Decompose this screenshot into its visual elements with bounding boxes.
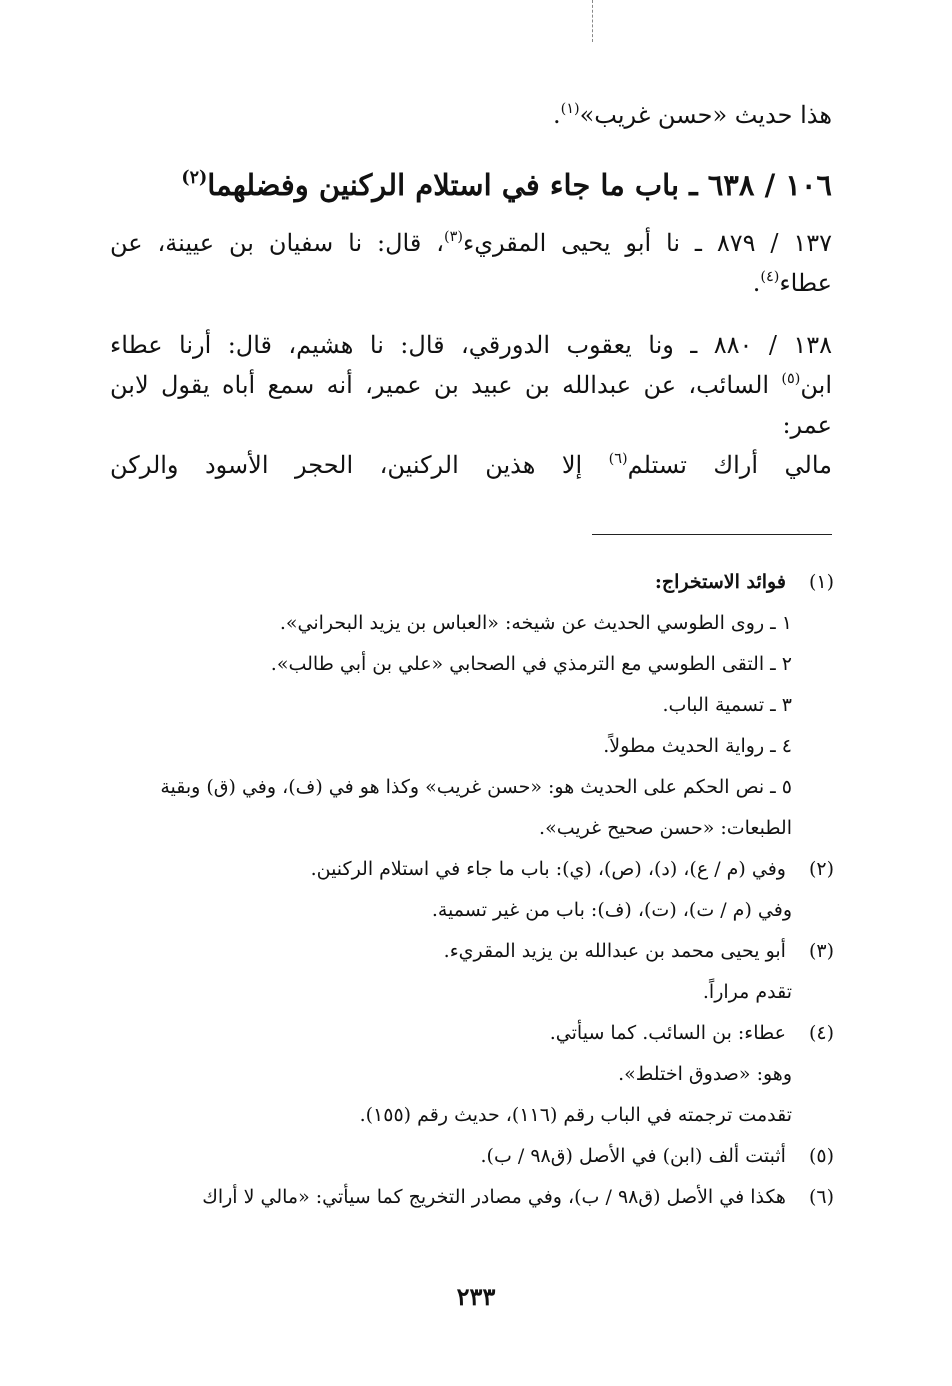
footnote-1-title: فوائد الاستخراج:	[654, 571, 786, 593]
hadith-138-line-3-b: إلا هذين الركنين، الحجر الأسود والركن	[110, 451, 609, 479]
footnote-6-number: (٦)	[808, 1186, 834, 1208]
footnote-1-item-4: ٤ ـ رواية الحديث مطولاً.	[603, 735, 792, 757]
main-line-1-text: هذا حديث «حسن غريب»	[579, 101, 832, 129]
footnote-4-line-2: وهو: «صدوق اختلط».	[618, 1063, 792, 1085]
footnotes	[110, 562, 834, 1218]
footnote-6-text-1: هكذا في الأصل (ق٩٨ / ب)، وفي مصادر التخريج كما سيأتي: «مالي لا أراك	[202, 1186, 786, 1208]
main-line-1-end: .	[552, 101, 561, 129]
footnote-1-item-5-line-1: ٥ ـ نص الحكم على الحديث هو: «حسن غريب» وكذا هو في (ف)، وفي (ق) وبقية	[160, 776, 792, 798]
footnote-1-item-2: ٢ ـ التقى الطوسي مع الترمذي في الصحابي «علي بن أبي طالب».	[270, 653, 792, 675]
chapter-heading-text: ١٠٦ / ٦٣٨ ـ باب ما جاء في استلام الركنين وفضلهما	[207, 168, 832, 202]
hadith-138-line-2-b: السائب، عن عبدالله بن عبيد بن عمير، أنه سمع أباه يقول لابن عمر:	[110, 371, 832, 439]
footnote-2-number: (٢)	[808, 858, 834, 880]
footnote-2-line-1	[110, 849, 834, 890]
footnote-1-item-3: ٣ ـ تسمية الباب.	[662, 694, 792, 716]
hadith-138-line-2-a: ابن	[800, 371, 832, 399]
footnote-5-number: (٥)	[808, 1145, 834, 1167]
footnote-ref-4: (٤)	[760, 268, 780, 285]
main-text	[110, 95, 832, 485]
footnote-ref-2: (٢)	[181, 167, 208, 188]
footnote-3-number: (٣)	[808, 940, 834, 962]
footnote-5-line-1	[110, 1136, 834, 1177]
page-number: ٢٣٣	[456, 1282, 496, 1311]
hadith-137	[110, 223, 832, 303]
footnote-4-line-1	[110, 1013, 834, 1054]
hadith-138-line-1-text: ١٣٨ / ٨٨٠ ـ ونا يعقوب الدورقي، قال: نا هشيم، قال: أرنا عطاء	[110, 331, 833, 359]
hadith-137-line-1-a: ١٣٧ / ٨٧٩ ـ نا أبو يحيى المقريء	[462, 229, 833, 257]
footnote-3-line-2: تقدم مراراً.	[702, 981, 792, 1003]
footnote-ref-6: (٦)	[608, 450, 628, 467]
footnote-2-text-1: وفي (م / ع)، (د)، (ص)، (ي): باب ما جاء في استلام الركنين.	[310, 858, 786, 880]
hadith-137-line-2-text: عطاء	[779, 269, 832, 297]
footnote-4-number: (٤)	[808, 1022, 834, 1044]
hadith-137-line-1	[110, 223, 832, 263]
footnote-ref-1: (١)	[560, 100, 580, 117]
hadith-137-line-2	[110, 263, 832, 303]
hadith-138-line-1	[110, 325, 832, 365]
footnote-2-line-2: وفي (م / ت)، (ت)، (ف): باب من غير تسمية.	[431, 899, 792, 921]
chapter-heading	[110, 163, 832, 207]
footnote-separator	[592, 534, 832, 535]
main-line-1	[110, 95, 832, 135]
footnote-4-text-1: عطاء: بن السائب. كما سيأتي.	[549, 1022, 786, 1044]
footnote-5-text-1: أثبتت ألف (ابن) في الأصل (ق٩٨ / ب).	[480, 1145, 786, 1167]
footnote-1-title-line	[110, 562, 834, 603]
footnote-ref-3: (٣)	[443, 228, 463, 245]
footnote-1-number: (١)	[808, 571, 834, 593]
hadith-137-line-2-end: .	[752, 269, 761, 297]
footnote-1-item-1: ١ ـ روى الطوسي الحديث عن شيخه: «العباس بن يزيد البحراني».	[279, 612, 792, 634]
footnote-3-line-1	[110, 931, 834, 972]
footnote-4-line-3: تقدمت ترجمته في الباب رقم (١١٦)، حديث رقم (١٥٥).	[359, 1104, 792, 1126]
hadith-138-line-3-a: مالي أراك تستلم	[627, 451, 832, 479]
scan-gutter-line	[592, 0, 594, 42]
hadith-138	[110, 325, 832, 485]
hadith-138-line-2	[110, 365, 832, 445]
hadith-138-line-3	[110, 445, 832, 485]
footnote-3-text-1: أبو يحيى محمد بن عبدالله بن يزيد المقريء.	[443, 940, 786, 962]
hadith-137-line-1-b: ، قال: نا سفيان بن عيينة، عن	[110, 229, 444, 257]
footnote-ref-5: (٥)	[781, 370, 801, 387]
footnote-1-item-5-line-2: الطبعات: «حسن صحيح غريب».	[539, 817, 792, 839]
footnote-6-line-1	[110, 1177, 834, 1218]
